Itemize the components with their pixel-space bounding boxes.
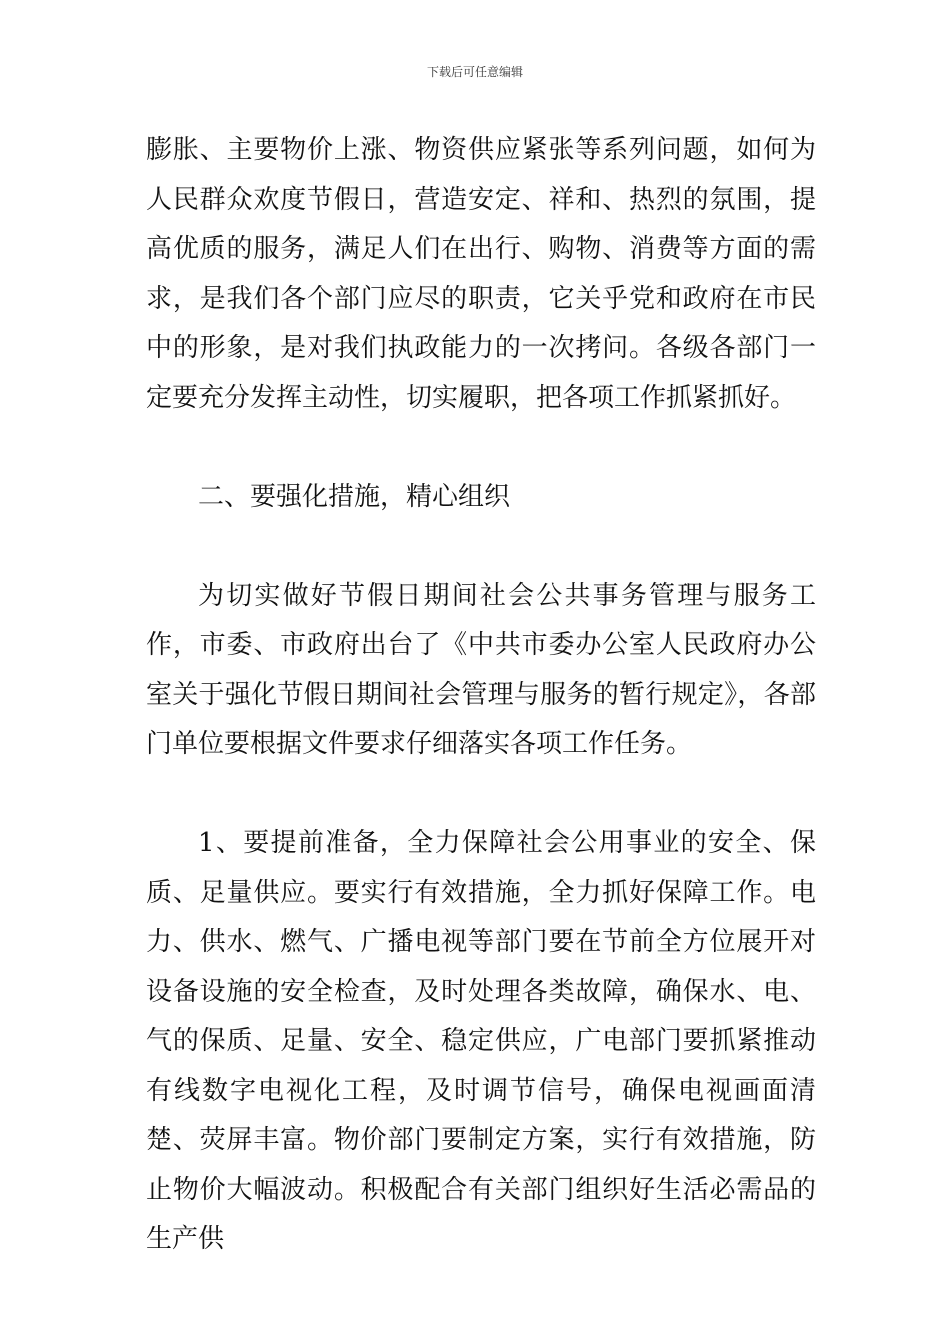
paragraph-gap — [146, 522, 816, 572]
paragraph-item-1: 1、要提前准备，全力保障社会公用事业的安全、保质、足量供应。要实行有效措施，全力抓好保障工作。电力、供水、燃气、广播电视等部门要在节前全方位展开对设备设施的安全检查，及时处理各类故障，确保水、电、气的保质、足量、安全、稳定供应，广电部门要抓紧推动有线数字电视化工程，及时调节信号，确保电视画面清楚、荧屏丰富。物价部门要制定方案，实行有效措施，防止物价大幅波动。积极配合有关部门组织好生活必需品的生产供 — [146, 828, 816, 1254]
paragraph-gap — [146, 423, 816, 473]
paragraph-regulation: 为切实做好节假日期间社会公共事务管理与服务工作，市委、市政府出台了《中共市委办公室人民政府办公室关于强化节假日期间社会管理与服务的暂行规定》，各部门单位要根据文件要求仔细落实各项工作任务。 — [146, 580, 816, 759]
document-body — [146, 126, 816, 1265]
paragraph-continuation: 膨胀、主要物价上涨、物资供应紧张等系列问题，如何为人民群众欢度节假日，营造安定、祥和、热烈的氛围，提高优质的服务，满足人们在出行、购物、消费等方面的需求，是我们各个部门应尽的职责，它关乎党和政府在市民中的形象，是对我们执政能力的一次拷问。各级各部门一定要充分发挥主动性，切实履职，把各项工作抓紧抓好。 — [146, 135, 816, 413]
page-header-note: 下载后可任意编辑 — [426, 65, 523, 79]
paragraph-gap — [146, 770, 816, 820]
section-heading: 二、要强化措施，精心组织 — [198, 481, 511, 512]
